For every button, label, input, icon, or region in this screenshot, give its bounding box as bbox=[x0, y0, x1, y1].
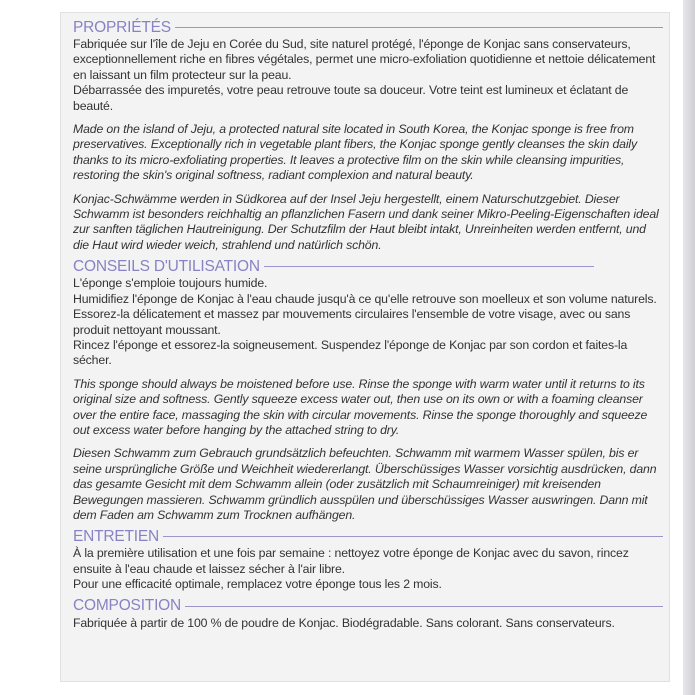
proprietes-en-paragraph: Made on the island of Jeju, a protected natural site located in South Korea, the Konjac sponge is free from preservatives. Exceptionally rich in vegetable plant fibers, the Konjac sponge gently cleanses the skin daily thanks to its micro-exfoliating properties. It leaves a protective film on the skin while cleansing impurities, restoring the skin's original softness, radiant complexion and natural beauty. bbox=[73, 122, 637, 183]
page-edge bbox=[683, 0, 695, 695]
section-heading bbox=[73, 18, 663, 37]
leaflet-content bbox=[73, 18, 663, 635]
proprietes-fr-paragraph-2: Débarrassée des impuretés, votre peau retrouve toute sa douceur. Votre teint est lumineux et éclatant de beauté. bbox=[73, 83, 629, 113]
conseils-fr-paragraph-1: L'éponge s'emploie toujours humide. bbox=[73, 276, 268, 291]
section-proprietes bbox=[73, 18, 663, 253]
heading-divider bbox=[175, 27, 663, 28]
section-conseils bbox=[73, 257, 663, 523]
section-heading bbox=[73, 527, 663, 546]
section-title-entretien: ENTRETIEN bbox=[73, 528, 160, 546]
section-title-conseils: CONSEILS D'UTILISATION bbox=[73, 258, 260, 276]
section-heading bbox=[73, 597, 663, 616]
section-title-proprietes: PROPRIÉTÉS bbox=[73, 18, 171, 36]
conseils-de-paragraph: Diesen Schwamm zum Gebrauch grundsätzlich befeuchten. Schwamm mit warmem Wasser spülen, bis er seine ursprüngliche Größe und Weichheit wiedererlangt. Überschüssiges Wasser vorsichtig ausdrücken, dann das gesamte Gesicht mit dem Schwamm allein (oder zusätzlich mit Schaumreiniger) mit kreisenden Bewegungen massieren. Schwamm gründlich ausspülen und überschüssiges Wasser auswringen. Dann mit dem Faden am Schwamm zum Trocknen aufhängen. bbox=[73, 446, 657, 522]
proprietes-fr-paragraph-1: Fabriquée sur l'île de Jeju en Corée du Sud, site naturel protégé, l'éponge de Konjac sans conservateurs, exceptionnellement riche en fibres végétales, permet une micro-exfoliation quotidienne et nettoie délicatement en laissant un film protecteur sur la peau. bbox=[73, 37, 656, 82]
entretien-fr-paragraph-2: Pour une efficacité optimale, remplacez votre éponge tous les 2 mois. bbox=[73, 577, 442, 592]
proprietes-de-paragraph: Konjac-Schwämme werden in Südkorea auf der Insel Jeju hergestellt, einem Naturschutzgebiet. Dieser Schwamm ist besonders reichhaltig an pflanzlichen Fasern und dank seiner Mikro-Peeling-Eigenschaften ideal zur sanften täglichen Hautreinigung. Der Schutzfilm der Haut bleibt intakt, Unreinheiten werden entfernt, und die Haut wird wieder weich, strahlend und natürlich schön. bbox=[73, 191, 659, 252]
conseils-fr-paragraph-3: Rincez l'éponge et essorez-la soigneusement. Suspendez l'éponge de Konjac par son cordon et faites-la sécher. bbox=[73, 337, 628, 368]
heading-divider bbox=[264, 266, 594, 267]
composition-fr-paragraph: Fabriquée à partir de 100 % de poudre de Konjac. Biodégradable. Sans colorant. Sans conservateurs. bbox=[73, 615, 615, 630]
section-title-composition: COMPOSITION bbox=[73, 597, 182, 615]
conseils-fr-paragraph-2: Humidifiez l'éponge de Konjac à l'eau chaude jusqu'à ce qu'elle retrouve son moelleux et son volume naturels. Essorez-la délicatement et massez par mouvements circulaires l'ensemble de votre visage, avec ou sans produit nettoyant moussant. bbox=[73, 291, 657, 337]
heading-divider bbox=[185, 606, 663, 607]
section-entretien bbox=[73, 527, 663, 592]
section-heading bbox=[73, 257, 663, 276]
conseils-en-paragraph: This sponge should always be moistened before use. Rinse the sponge with warm water until it returns to its original size and softness. Gently squeeze excess water out, then use on its own or with a foaming cleanser over the entire face, massaging the skin with circular movements. Rinse the sponge thoroughly and squeeze out excess water before hanging by the attached string to dry. bbox=[73, 376, 648, 437]
heading-divider bbox=[163, 536, 663, 537]
section-composition bbox=[73, 597, 663, 631]
entretien-fr-paragraph-1: À la première utilisation et une fois par semaine : nettoyez votre éponge de Konjac avec du savon, rincez ensuite à l'eau chaude et laissez sécher à l'air libre. bbox=[73, 546, 629, 576]
